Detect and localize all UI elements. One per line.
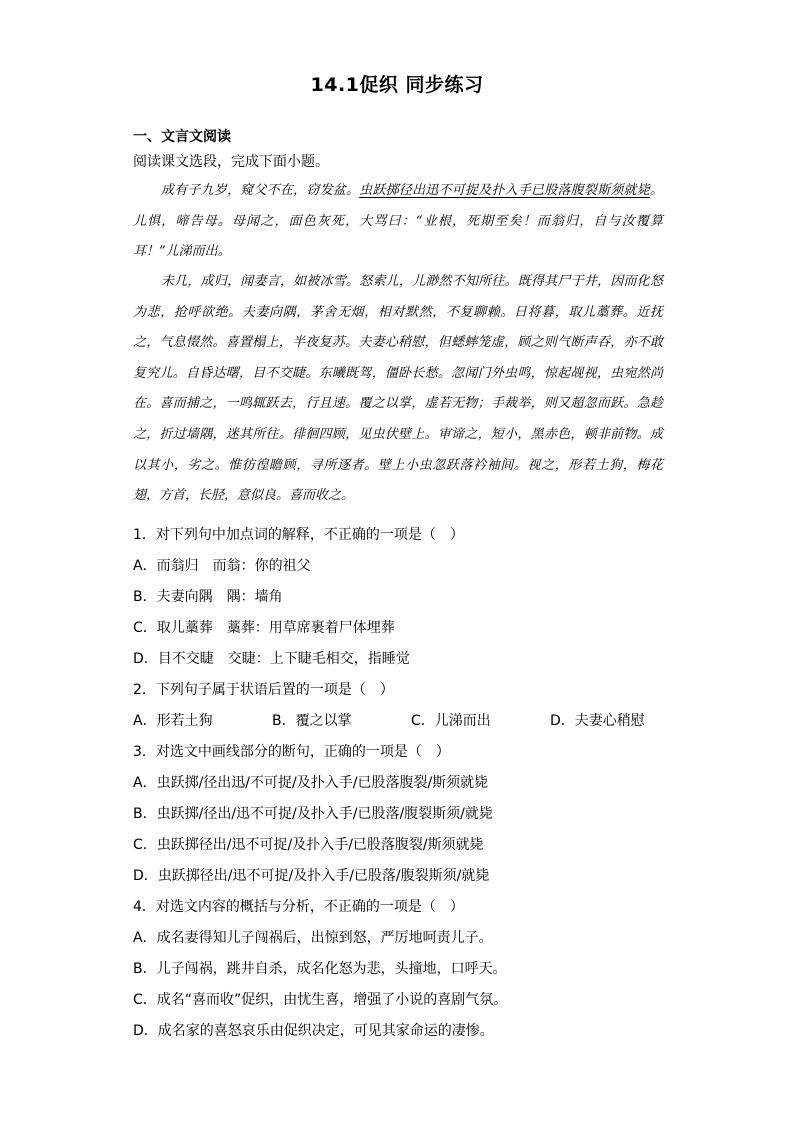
question-list [133,520,693,1047]
question-2-option-c: C．儿涕而出 [411,713,491,729]
question-4-option-a: A．成名妻得知儿子闯祸后，出惊到怒，严厉地呵责儿子。 [133,930,493,946]
question-4-option-d: D．成名家的喜怒哀乐由促织决定，可见其家命运的凄惨。 [133,1023,494,1039]
question-2-stem: 2．下列句子属于状语后置的一项是（ ） [133,682,394,698]
section-heading: 一、文言文阅读 [133,129,231,145]
question-2-options [133,706,693,737]
instruction-text: 阅读课文选段，完成下面小题。 [133,154,329,170]
page-title: 14.1促织 同步练习 [310,74,484,96]
question-2-option-d: D．夫妻心稍慰 [550,713,645,729]
question-4-option-c: C．成名“喜而收”促织，由忧生喜，增强了小说的喜剧气氛。 [133,992,508,1008]
question-1-option-d: D．目不交睫 交睫：上下睫毛相交，指睡觉 [133,651,410,667]
question-1-stem: 1．对下列句中加点词的解释，不正确的一项是（ ） [133,527,464,543]
question-4-option-b: B．儿子闯祸，跳井自杀，成名化怒为悲，头撞地，口呼天。 [133,961,507,977]
question-4-stem: 4．对选文内容的概括与分析，不正确的一项是（ ） [133,899,464,915]
question-3-option-b: B．虫跃掷/径出/迅不可捉/及扑入手/已股落/腹裂斯须/就毙 [133,806,493,822]
question-1-option-b: B．夫妻向隅 隅：墙角 [133,589,283,605]
question-1-option-c: C．取儿藁葬 藁葬：用草席裹着尸体埋葬 [133,620,395,636]
question-3-option-c: C．虫跃掷径出/迅不可捉/及扑入手/已股落腹裂/斯须就毙 [133,837,484,853]
question-2-option-a: A．形若土狗 [133,713,213,729]
question-2-option-b: B．覆之以掌 [272,713,352,729]
question-1-option-a: A．而翁归 而翁：你的祖父 [133,558,311,574]
question-3-stem: 3．对选文中画线部分的断句，正确的一项是（ ） [133,744,450,760]
passage-text: 成有子九岁，窥父不在，窃发盆。 [161,183,360,198]
passage-text: 。儿惧，啼告母。母闻之，面色灰死，大骂曰：“业根，死期至矣！而翁归，自与汝覆算耳！”儿涕而出。 [133,183,663,260]
question-3-option-d: D．虫跃掷径出/迅不可捉/及扑入手/已股落/腹裂斯须/就毙 [133,868,490,884]
question-3-option-a: A．虫跃掷/径出迅/不可捉/及扑入手/已股落腹裂/斯须就毙 [133,775,489,791]
underlined-sentence: 虫跃掷径出迅不可捉及扑入手已股落腹裂斯须就毙 [359,183,650,198]
passage-paragraph-2: 未几，成归，闻妻言，如被冰雪。怒索儿，儿渺然不知所往。既得其尸于井，因而化怒为悲，抢呼欲绝。夫妻向隅，茅舍无烟，相对默然，不复聊赖。日将暮，取儿藁葬。近抚之，气息惙然。喜置榻上，半夜复苏。夫妻心稍慰，但蟋蟀笼虚，顾之则气断声吞，亦不敢复究儿。自昏达曙，目不交睫。东曦既驾，僵卧长愁。忽闻门外虫鸣，惊起觇视，虫宛然尚在。喜而捕之，一鸣辄跃去，行且速。覆之以掌，虚若无物；手裁举，则又超忽而跃。急趁之，折过墙隅，迷其所往。徘徊四顾，见虫伏壁上。审谛之，短小，黑赤色，顿非前物。成以其小，劣之。惟彷徨瞻顾，寻所逐者。壁上小虫忽跃落衿袖间。视之，形若土狗，梅花翅，方首，长胫，意似良。喜而收之。 [133,274,663,504]
passage-paragraph-1 [133,176,663,268]
